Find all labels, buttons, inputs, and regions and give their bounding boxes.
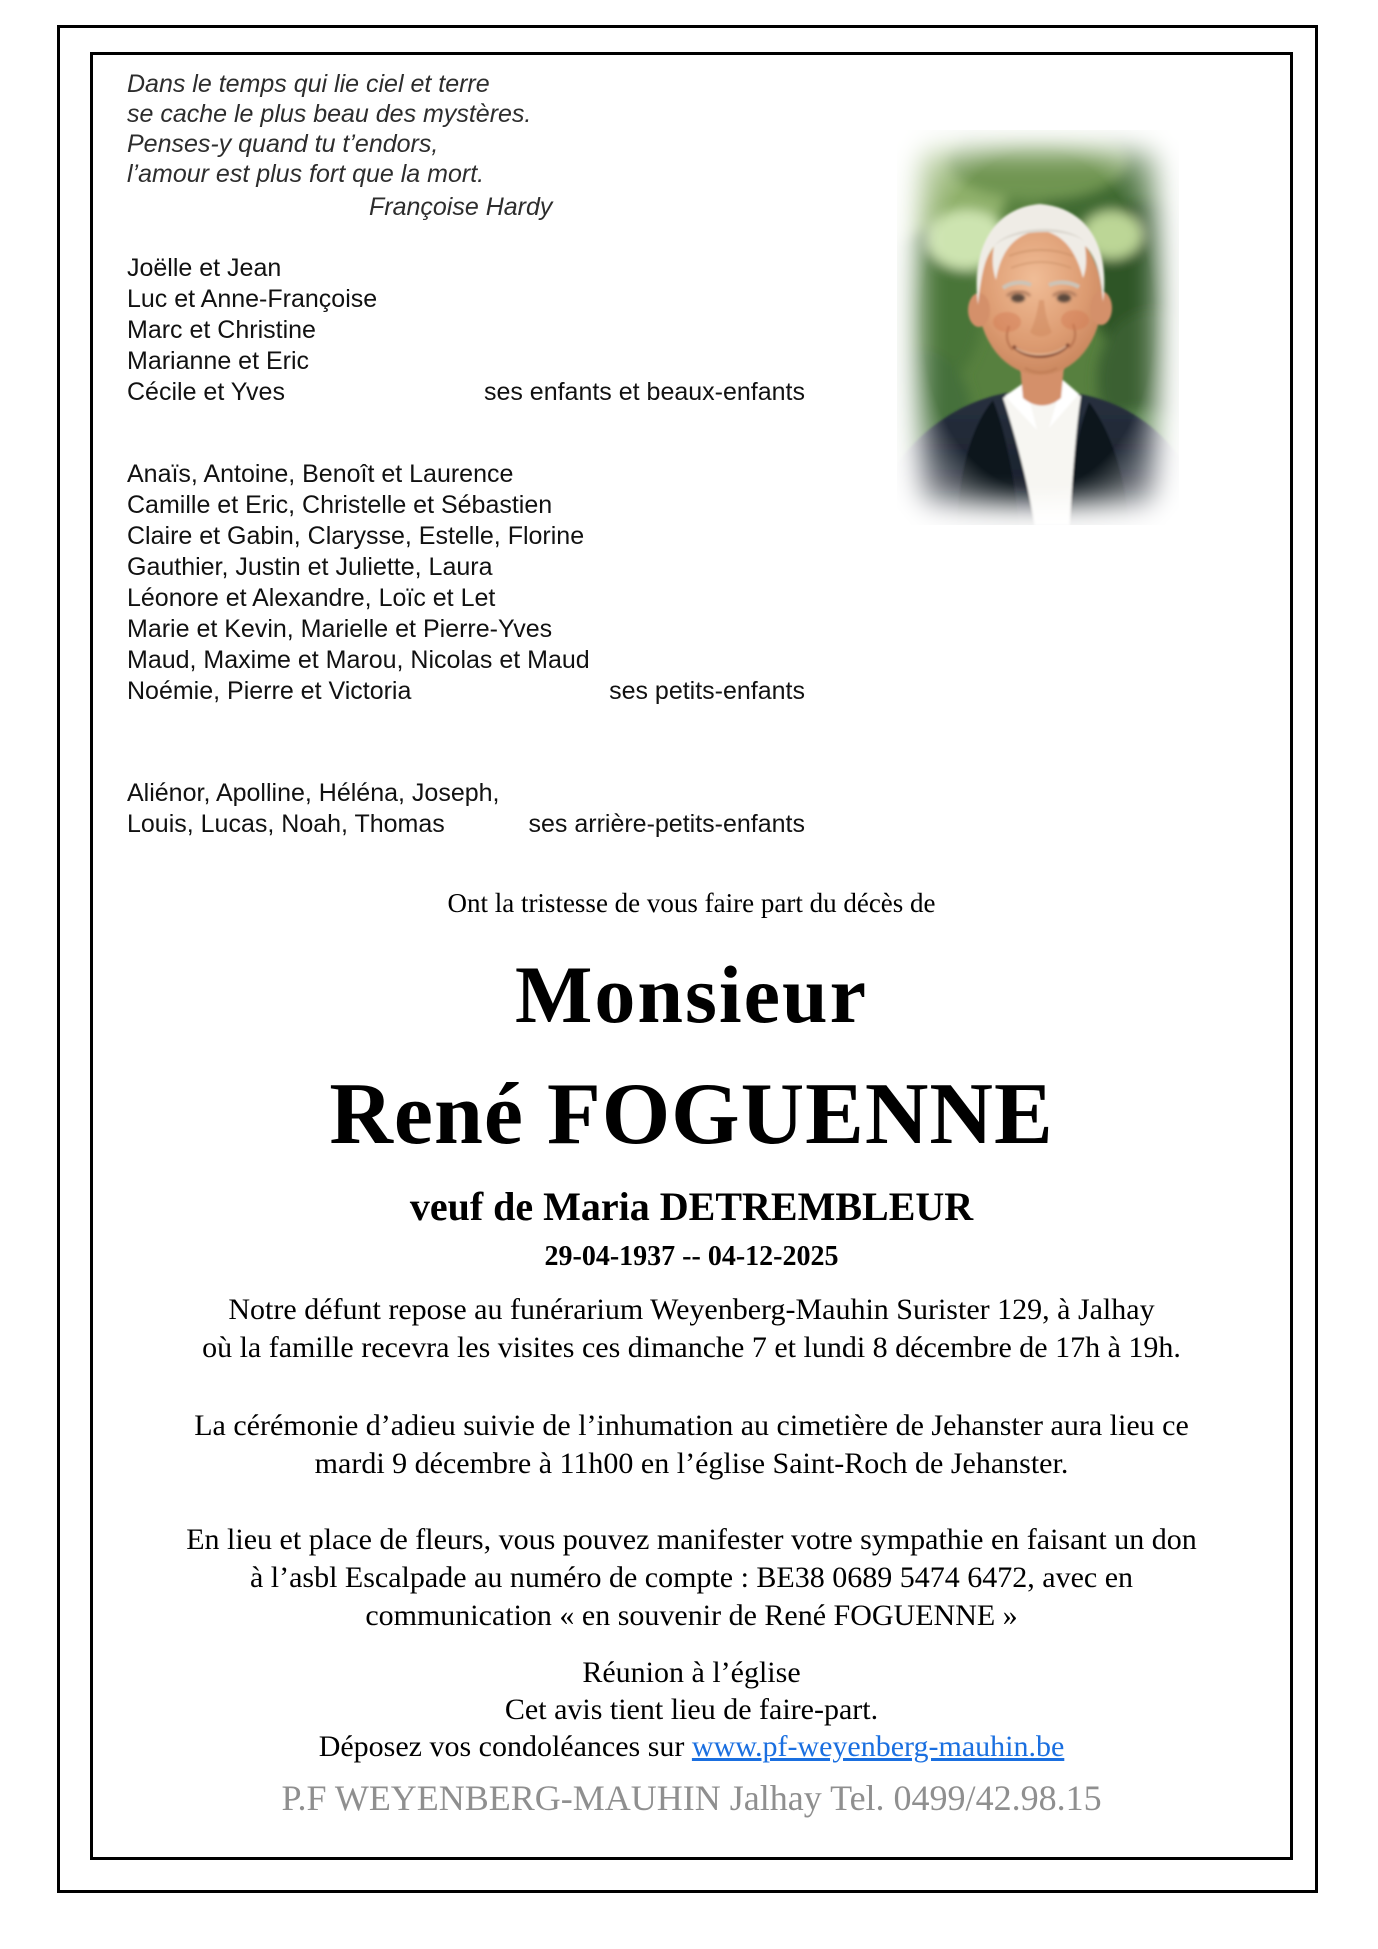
great-grandchildren-list-group: [127, 778, 805, 840]
text-line: Penses-y quand tu t’endors,: [127, 130, 439, 158]
inner-border-frame: [90, 52, 1293, 1860]
text-line: Aliénor, Apolline, Héléna, Joseph,: [127, 779, 500, 807]
text-line: à l’asbl Escalpade au numéro de compte : BE38 0689 5474 6472, avec en: [249, 1561, 1134, 1594]
grandchildren-relation-label: ses petits-enfants: [609, 677, 805, 705]
widower-of-line: veuf de Maria DETREMBLEUR: [409, 1184, 974, 1229]
great-grandchildren-relation-label: ses arrière-petits-enfants: [528, 810, 805, 838]
text-line: mardi 9 décembre à 11h00 en l’église Saint-Roch de Jehanster.: [314, 1447, 1069, 1480]
text-line: l’amour est plus fort que la mort.: [127, 160, 485, 188]
text-line: Louis, Lucas, Noah, Thomas: [127, 810, 445, 838]
deceased-title: Monsieur: [514, 949, 869, 1040]
text-line: Gauthier, Justin et Juliette, Laura: [127, 553, 493, 581]
donation-paragraph: [93, 1521, 1290, 1635]
condolences-prefix: Déposez vos condoléances sur: [318, 1730, 692, 1763]
condolences-line: [93, 1730, 1290, 1764]
church-meeting-line: Réunion à l’église: [582, 1656, 801, 1689]
text-line: où la famille recevra les visites ces dimanche 7 et lundi 8 décembre de 17h à 19h.: [202, 1331, 1181, 1364]
funeral-home-footer: P.F WEYENBERG-MAUHIN Jalhay Tel. 0499/42.98.15: [281, 1778, 1102, 1818]
text-line: Cécile et Yves: [127, 378, 285, 406]
poem-quote: [127, 69, 552, 222]
text-line: Joëlle et Jean: [127, 254, 282, 282]
poem-quote-lines: [127, 69, 552, 189]
text-line: Marc et Christine: [127, 316, 316, 344]
faire-part-notice-line: Cet avis tient lieu de faire-part.: [504, 1693, 879, 1726]
children-list-group: [127, 253, 805, 408]
text-line: Noémie, Pierre et Victoria: [127, 677, 412, 705]
text-line: se cache le plus beau des mystères.: [127, 100, 532, 128]
repose-paragraph: [93, 1291, 1290, 1367]
text-line: Marie et Kevin, Marielle et Pierre-Yves: [127, 615, 553, 643]
text-line: Anaïs, Antoine, Benoît et Laurence: [127, 460, 514, 488]
children-relation-label: ses enfants et beaux-enfants: [483, 378, 805, 406]
text-line: La cérémonie d’adieu suivie de l’inhumation au cimetière de Jehanster aura lieu ce: [194, 1409, 1189, 1442]
text-line: Léonore et Alexandre, Loïc et Let: [127, 584, 496, 612]
deceased-name: René FOGUENNE: [329, 1066, 1054, 1163]
text-line: Luc et Anne-Françoise: [127, 285, 378, 313]
grandchildren-list-group: [127, 459, 805, 707]
text-line: En lieu et place de fleurs, vous pouvez manifester votre sympathie en faisant un don: [186, 1523, 1197, 1556]
birth-death-dates: 29-04-1937 -- 04-12-2025: [544, 1241, 839, 1272]
text-line: Camille et Eric, Christelle et Sébastien: [127, 491, 553, 519]
text-line: Dans le temps qui lie ciel et terre: [127, 70, 490, 98]
condolences-website-link[interactable]: www.pf-weyenberg-mauhin.be: [691, 1730, 1065, 1763]
grandchildren-names: [127, 459, 805, 707]
ceremony-paragraph: [93, 1407, 1290, 1483]
text-line: Claire et Gabin, Clarysse, Estelle, Florine: [127, 522, 585, 550]
text-line: Marianne et Eric: [127, 347, 310, 375]
deceased-portrait-photo: [897, 130, 1179, 525]
poem-quote-author: Françoise Hardy: [369, 193, 553, 221]
text-line: Maud, Maxime et Marou, Nicolas et Maud: [127, 646, 590, 674]
text-line: Notre défunt repose au funérarium Weyenberg-Mauhin Surister 129, à Jalhay: [228, 1293, 1155, 1326]
announcement-intro: Ont la tristesse de vous faire part du décès de: [447, 888, 936, 918]
text-line: communication « en souvenir de René FOGUENNE »: [365, 1599, 1018, 1632]
outer-border-frame: [57, 25, 1318, 1893]
portrait-photo-illustration: [897, 130, 1179, 525]
